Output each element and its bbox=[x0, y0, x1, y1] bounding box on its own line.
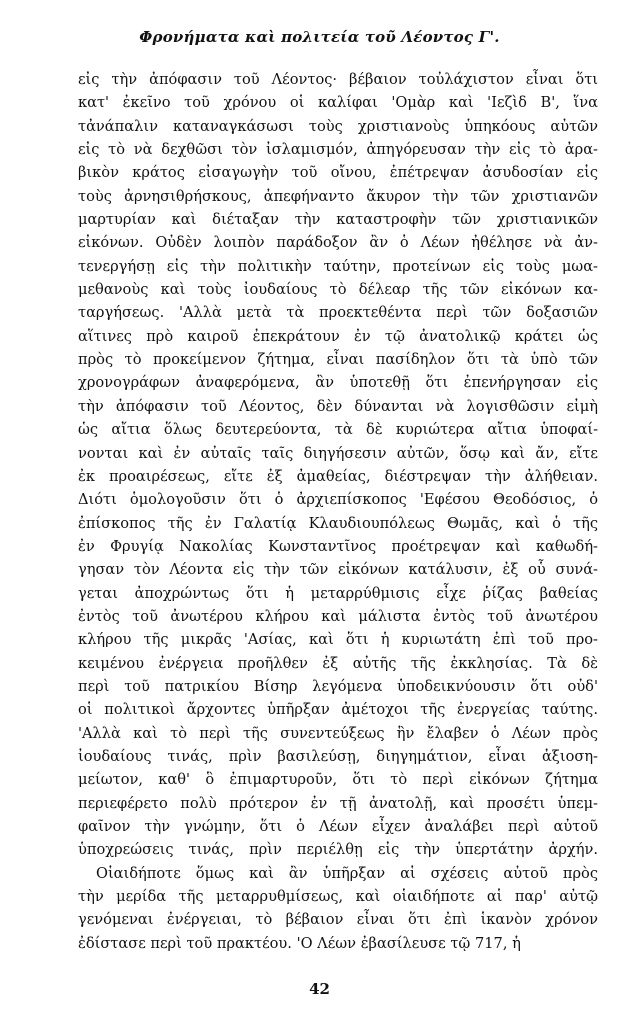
text-line: Οἱαιδήποτε ὅμως καὶ ἂν ὑπῆρξαν αἱ σχέσεις αὐτοῦ πρὸς bbox=[96, 864, 598, 882]
text-line: ταργήσεως. 'Αλλὰ μετὰ τὰ προεκτεθέντα περὶ τῶν δοξασιῶν bbox=[78, 304, 598, 322]
text-line: τἀνάπαλιν καταναγκάσωσι τοὺς χριστιανοὺς ὑπηκόους αὐτῶν bbox=[78, 117, 598, 135]
text-line: περιεφέρετο πολὺ πρότερον ἐν τῇ ἀνατολῇ, καὶ προσέτι ὑπεμ- bbox=[78, 794, 598, 812]
text-line: περὶ τοῦ πατρικίου Βίσηρ λεγόμενα ὑποδεικνύουσιν ὅτι οὐδ' bbox=[78, 677, 598, 695]
text-line: κλήρου τῆς μικρᾶς 'Ασίας, καὶ ὅτι ἡ κυριωτάτη ἐπὶ τοῦ προ- bbox=[78, 631, 598, 649]
text-line: μεθανοὺς καὶ τοὺς ἰουδαίους τὸ δέλεαρ τῆς τῶν εἰκόνων κα- bbox=[78, 281, 598, 299]
text-line: μαρτυρίαν καὶ διέταξαν τὴν καταστροφὴν τῶν χριστιανικῶν bbox=[78, 211, 598, 229]
running-head: Φρονήματα καὶ πολιτεία τοῦ Λέοντος Γ'. bbox=[139, 28, 500, 46]
text-line: Διότι ὁμολογοῦσιν ὅτι ὁ ἀρχιεπίσκοπος 'Εφέσου Θεοδόσιος, ὁ bbox=[78, 491, 598, 509]
paragraph bbox=[78, 862, 598, 955]
text-line: γεται ἀποχρώντως ὅτι ἡ μεταρρύθμισις εἶχε ῥίζας βαθείας bbox=[78, 584, 598, 602]
text-line: τὴν ἀπόφασιν τοῦ Λέοντος, δὲν δύνανται νὰ λογισθῶσιν εἰμὴ bbox=[78, 397, 598, 415]
text-line: 'Αλλὰ καὶ τὸ περὶ τῆς συνεντεύξεως ἣν ἔλαβεν ὁ Λέων πρὸς bbox=[78, 724, 598, 742]
paragraph bbox=[78, 68, 598, 862]
text-line: γησαν τὸν Λέοντα εἰς τὴν τῶν εἰκόνων κατάλυσιν, ἐξ οὗ συνά- bbox=[78, 561, 598, 579]
text-line: μείωτον, καθ' ὃ ἐπιμαρτυροῦν, ὅτι τὸ περὶ εἰκόνων ζήτημα bbox=[78, 771, 598, 789]
text-line: χρονογράφων ἀναφερόμενα, ἂν ὑποτεθῇ ὅτι ἐπενήργησαν εἰς bbox=[78, 374, 598, 392]
text-line: ὡς αἴτια ὅλως δευτερεύοντα, τὰ δὲ κυριώτερα αἴτια ὑποφαί- bbox=[78, 421, 598, 439]
text-line: οἱ πολιτικοὶ ἄρχοντες ὑπῆρξαν ἀμέτοχοι τῆς ἐνεργείας ταύτης. bbox=[78, 701, 598, 719]
text-line: κατ' ἐκεῖνο τοῦ χρόνου οἱ καλίφαι 'Ομὰρ καὶ 'Ιεζὶδ Β', ἵνα bbox=[78, 94, 598, 112]
text-line: εἰς τὸ νὰ δεχθῶσι τὸν ἰσλαμισμόν, ἀπηγόρευσαν τὴν εἰς τὸ ἀρα- bbox=[78, 141, 598, 159]
body-text bbox=[78, 68, 598, 955]
text-line: κειμένου ἐνέργεια προῆλθεν ἐξ αὐτῆς τῆς ἐκκλησίας. Τὰ δὲ bbox=[78, 654, 598, 672]
text-line: ἰουδαίους τινάς, πρὶν βασιλεύσῃ, διηγημάτιον, εἶναι ἀξιοση- bbox=[78, 747, 598, 765]
text-line: ἐντὸς τοῦ ἀνωτέρου κλήρου καὶ μάλιστα ἐντὸς τοῦ ἀνωτέρου bbox=[78, 607, 598, 625]
page-number: 42 bbox=[309, 980, 330, 998]
text-line: εἰκόνων. Οὐδὲν λοιπὸν παράδοξον ἂν ὁ Λέων ἠθέλησε νὰ ἀν- bbox=[78, 234, 598, 252]
text-line: ἐκ προαιρέσεως, εἴτε ἐξ ἀμαθείας, διέστρεψαν τὴν ἀλήθειαν. bbox=[78, 467, 598, 485]
text-line: ἐδίστασε περὶ τοῦ πρακτέου. 'Ο Λέων ἐβασίλευσε τῷ 717, ἡ bbox=[78, 934, 521, 952]
text-line: ὑποχρεώσεις τινάς, πρὶν περιέλθῃ εἰς τὴν ὑπερτάτην ἀρχήν. bbox=[78, 841, 598, 859]
text-line: εἰς τὴν ἀπόφασιν τοῦ Λέοντος· βέβαιον τοὐλάχιστον εἶναι ὅτι bbox=[78, 71, 598, 88]
text-line: βικὸν κράτος εἰσαγωγὴν τοῦ οἴνου, ἐπέτρεψαν ἀσυδοσίαν εἰς bbox=[78, 164, 598, 182]
text-line: νονται καὶ ἐν αὐταῖς ταῖς διηγήσεσιν αὐτῶν, ὅσῳ καὶ ἄν, εἴτε bbox=[78, 444, 598, 462]
text-line: ἐπίσκοπος τῆς ἐν Γαλατίᾳ Κλαυδιουπόλεως Θωμᾶς, καὶ ὁ τῆς bbox=[78, 514, 598, 532]
text-line: τενεργήσῃ εἰς τὴν πολιτικὴν ταύτην, προτείνων εἰς τοὺς μωα- bbox=[78, 257, 598, 275]
text-line: τοὺς ἀρνησιθρήσκους, ἀπεφήναντο ἄκυρον τὴν τῶν χριστιανῶν bbox=[78, 187, 598, 205]
text-line: αἵτινες πρὸ καιροῦ ἐπεκράτουν ἐν τῷ ἀνατολικῷ κράτει ὡς bbox=[78, 327, 598, 345]
text-line: ἐν Φρυγίᾳ Νακολίας Κωνσταντῖνος προέτρεψαν καὶ καθωδή- bbox=[78, 537, 598, 555]
text-line: φαῖνον τὴν γνώμην, ὅτι ὁ Λέων εἶχεν ἀναλάβει περὶ αὐτοῦ bbox=[78, 818, 598, 835]
text-line: τὴν μερίδα τῆς μεταρρυθμίσεως, καὶ οἱαιδήποτε αἱ παρ' αὐτῷ bbox=[78, 888, 598, 906]
text-line: πρὸς τὸ προκείμενον ζήτημα, εἶναι πασίδηλον ὅτι τὰ ὑπὸ τῶν bbox=[78, 351, 598, 369]
text-line: γενόμεναι ἐνέργειαι, τὸ βέβαιον εἶναι ὅτι ἐπὶ ἱκανὸν χρόνον bbox=[78, 911, 598, 929]
